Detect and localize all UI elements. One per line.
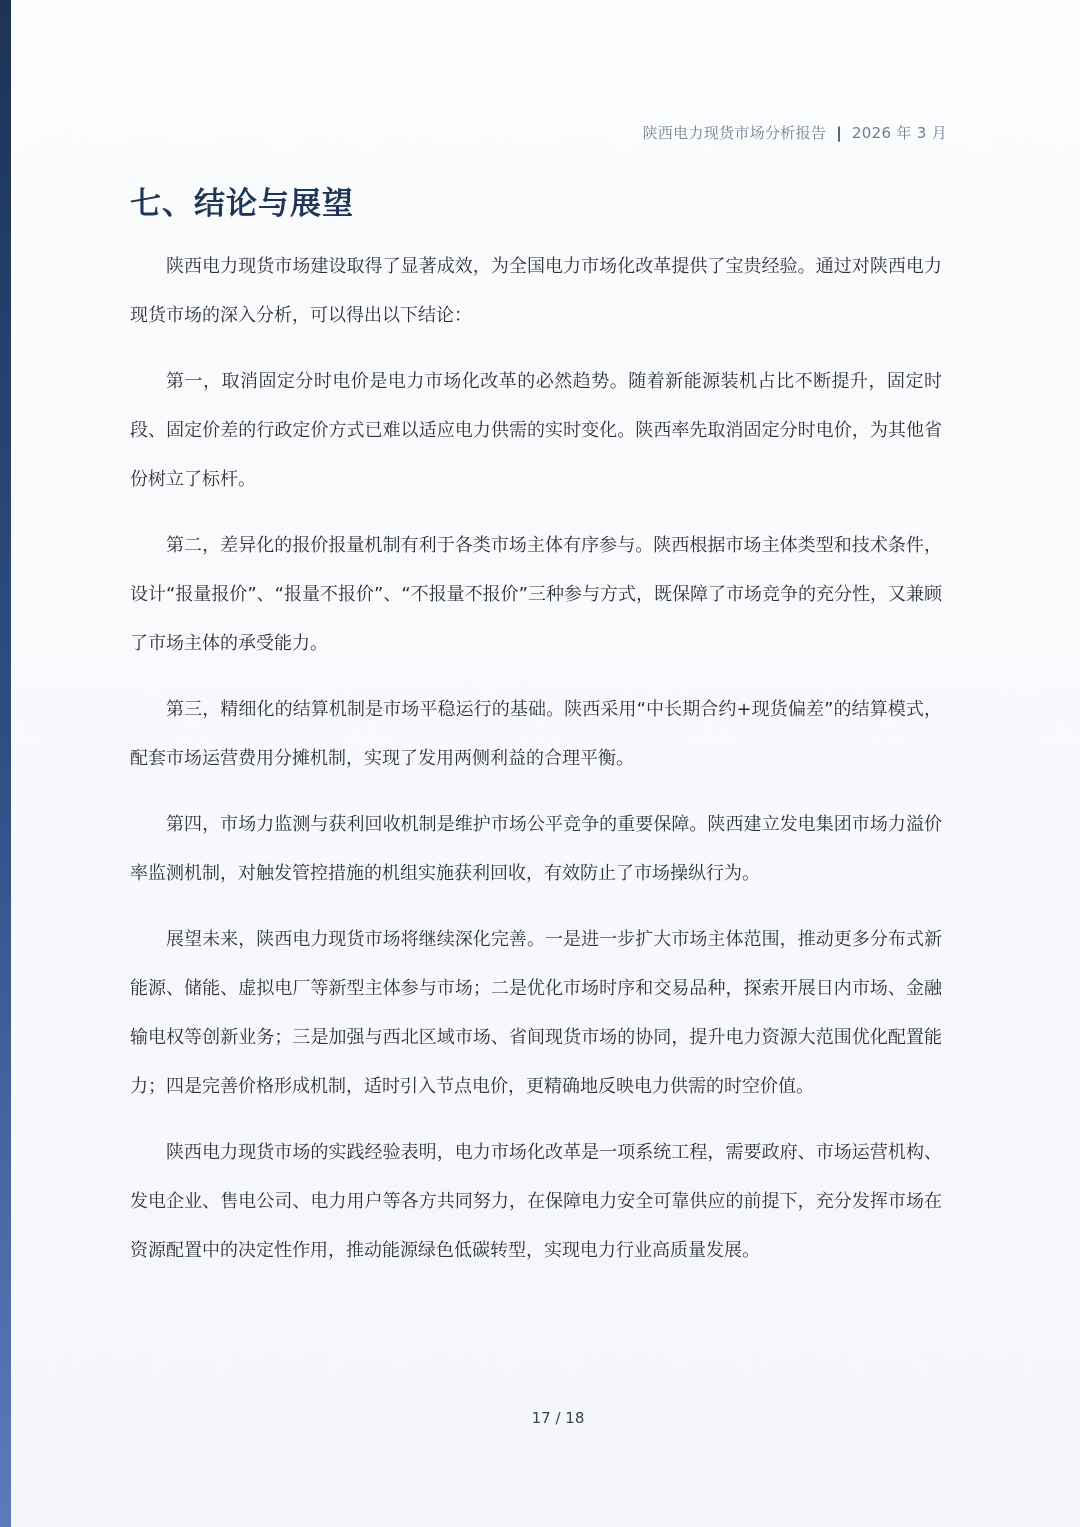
header-separator: | — [836, 124, 842, 142]
paragraph-outlook: 展望未来，陕西电力现货市场将继续深化完善。一是进一步扩大市场主体范围，推动更多分布式新能源、储能、虚拟电厂等新型主体参与市场；二是优化市场时序和交易品种，探索开展日内市场、金融输电权等创新业务；三是加强与西北区域市场、省间现货市场的协同，提升电力资源大范围优化配置能力；四是完善价格形成机制，适时引入节点电价，更精确地反映电力供需的时空价值。 — [130, 929, 942, 1097]
paragraph-closing: 陕西电力现货市场的实践经验表明，电力市场化改革是一项系统工程，需要政府、市场运营机构、发电企业、售电公司、电力用户等各方共同努力，在保障电力安全可靠供应的前提下，充分发挥市场在资源配置中的决定性作用，推动能源绿色低碳转型，实现电力行业高质量发展。 — [130, 1142, 942, 1261]
decorative-left-band — [0, 0, 11, 1527]
section-title: 七、结论与展望 — [130, 186, 354, 222]
paragraph-intro: 陕西电力现货市场建设取得了显著成效，为全国电力市场化改革提供了宝贵经验。通过对陕西电力现货市场的深入分析，可以得出以下结论： — [130, 256, 942, 326]
paragraph-conclusion-2: 第二，差异化的报价报量机制有利于各类市场主体有序参与。陕西根据市场主体类型和技术条件，设计“报量报价”、“报量不报价”、“不报量不报价”三种参与方式，既保障了市场竞争的充分性，又兼顾了市场主体的承受能力。 — [130, 535, 942, 654]
report-title: 陕西电力现货市场分析报告 — [642, 124, 827, 142]
paragraph-conclusion-4: 第四，市场力监测与获利回收机制是维护市场公平竞争的重要保障。陕西建立发电集团市场力溢价率监测机制，对触发管控措施的机组实施获利回收，有效防止了市场操纵行为。 — [130, 814, 942, 884]
page-header — [643, 122, 947, 143]
report-date: 2026 年 3 月 — [851, 124, 947, 142]
paragraph-conclusion-3: 第三，精细化的结算机制是市场平稳运行的基础。陕西采用“中长期合约+现货偏差”的结算模式，配套市场运营费用分摊机制，实现了发用两侧利益的合理平衡。 — [130, 699, 942, 769]
page-number: 17 / 18 — [531, 1409, 585, 1427]
paragraph-conclusion-1: 第一，取消固定分时电价是电力市场化改革的必然趋势。随着新能源装机占比不断提升，固定时段、固定价差的行政定价方式已难以适应电力供需的实时变化。陕西率先取消固定分时电价，为其他省份树立了标杆。 — [130, 371, 942, 490]
body-content — [130, 242, 942, 1292]
